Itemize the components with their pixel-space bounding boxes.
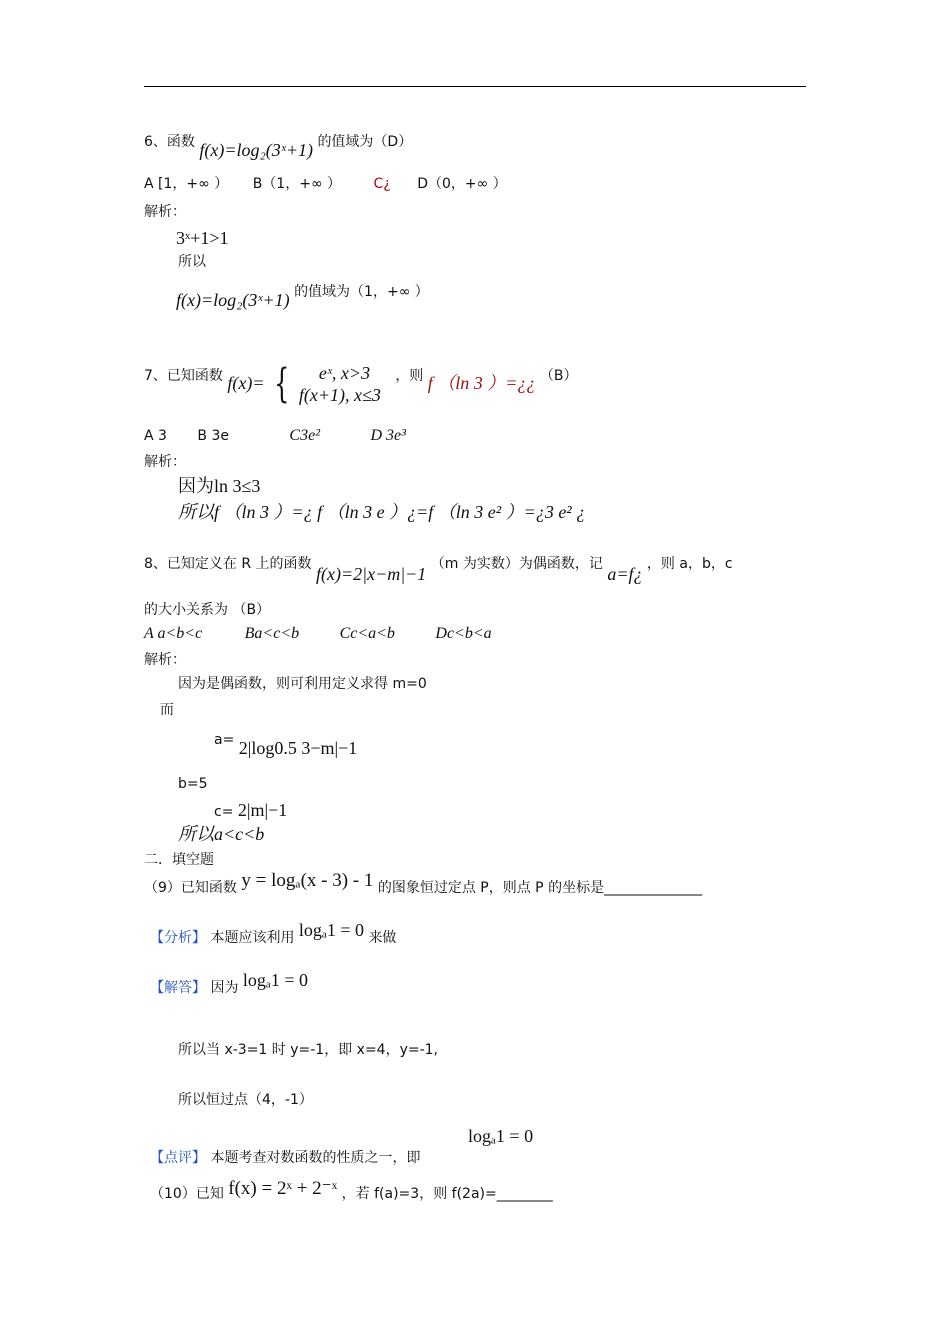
- q10-formula: f(x) = 2ˣ + 2⁻ˣ: [228, 1178, 338, 1199]
- q7-case1: eˣ, x>3: [318, 363, 371, 383]
- q7-prefix: 7、已知函数: [144, 368, 223, 384]
- q8-c-label: c=: [214, 804, 234, 820]
- q7-mid: ，则: [395, 368, 424, 384]
- q9-line1: 所以当 x-3=1 时 y=-1，即 x=4，y=-1,: [178, 1042, 439, 1058]
- q6-option-d: D（0，+∞ ）: [417, 176, 507, 192]
- q8-tail: ，则 a，b，c: [646, 556, 733, 572]
- q7-stem: [144, 362, 577, 406]
- q8-middle: （m 为实数）为偶函数，记: [430, 556, 603, 572]
- q9-fenxi-tag: 【分析】: [150, 930, 206, 946]
- q8-option-d: Dc<b<a: [435, 625, 492, 642]
- q6-step3: [176, 280, 429, 310]
- q7-option-a: A 3: [144, 428, 167, 444]
- q8-step2: 而: [160, 702, 174, 718]
- q9-stem: [144, 870, 703, 899]
- q9-prefix: （9）已知函数: [144, 880, 237, 896]
- q8-line1: 8、已知定义在 R 上的函数: [144, 556, 312, 572]
- q9-jieda-text: 因为: [210, 980, 239, 996]
- q9-jieda: [150, 970, 308, 998]
- q9-dianping-text: 本题考查对数函数的性质之一，即: [210, 1150, 421, 1166]
- q10-stem: [150, 1178, 553, 1205]
- q6-option-b: B（1，+∞ ）: [252, 176, 342, 192]
- q10-prefix: （10）已知: [150, 1186, 224, 1202]
- q7-option-d: D 3e³: [370, 427, 406, 444]
- q9-fenxi-formula: logₐ1 = 0: [298, 920, 364, 940]
- q7-case2: f(x+1), x≤3: [298, 385, 381, 405]
- q6-options: [144, 176, 507, 193]
- q6-prefix: 6、函数: [144, 134, 195, 150]
- section-title: 二．填空题: [144, 852, 214, 868]
- q6-stem: [144, 130, 413, 160]
- q7-brace: {: [274, 361, 290, 407]
- q8-b-line: b=5: [178, 776, 208, 792]
- q9-fenxi-text2: 来做: [368, 930, 397, 946]
- q8-a-expr: a=f¿: [607, 564, 643, 584]
- q8-formula: f(x)=2|x−m|−1: [316, 564, 427, 584]
- q7-step1: 因为ln 3≤3: [178, 476, 261, 496]
- q7-jiexi: 解析：: [144, 454, 186, 470]
- q9-float-formula: logₐ1 = 0: [468, 1126, 534, 1146]
- q6-jiexi: 解析：: [144, 204, 186, 220]
- q6-suffix: 的值域为（D）: [317, 134, 413, 150]
- q9-dianping-tag: 【点评】: [150, 1150, 206, 1166]
- q6-option-a: A [1，+∞ ）: [144, 176, 229, 192]
- q8-c-value: 2|m|−1: [237, 800, 288, 820]
- q9-suffix: 的图象恒过定点 P，则点 P 的坐标是______________: [377, 880, 703, 896]
- q6-step1: 3ˣ+1>1: [176, 228, 229, 248]
- q9-fenxi-text1: 本题应该利用: [210, 930, 295, 946]
- q8-stem: [144, 552, 733, 584]
- q8-option-c: Cc<a<b: [339, 625, 395, 642]
- q8-step1: 因为是偶函数，则可利用定义求得 m=0: [178, 676, 427, 692]
- q8-a-value: 2|log0.5 3−m|−1: [238, 738, 358, 758]
- q9-jieda-tag: 【解答】: [150, 980, 206, 996]
- q6-option-c: C¿: [373, 176, 391, 192]
- q9-jieda-formula: logₐ1 = 0: [242, 970, 308, 990]
- q7-cases: [299, 362, 381, 406]
- q7-expr: f （ln 3 ）=¿¿: [427, 373, 536, 394]
- q7-option-c: C3e²: [289, 427, 320, 444]
- q9-formula: y = logₐ(x - 3) - 1: [241, 870, 374, 891]
- q8-c-line: [214, 800, 287, 822]
- q6-step2: 所以: [178, 254, 206, 270]
- header-rule: [144, 86, 806, 87]
- q9-fenxi: [150, 920, 397, 948]
- q8-a-label: a=: [214, 732, 235, 748]
- q8-jiexi: 解析：: [144, 652, 186, 668]
- q7-option-b: B 3e: [197, 428, 229, 444]
- q8-option-b: Ba<c<b: [244, 625, 300, 642]
- q8-conclusion: 所以a<c<b: [178, 824, 265, 844]
- q6-step3-text: 的值域为（1，+∞ ）: [294, 284, 429, 300]
- q7-answer: （B）: [539, 368, 578, 384]
- q8-options: [144, 624, 492, 643]
- q8-a-line: [214, 728, 358, 758]
- q9-dianping: [150, 1150, 420, 1167]
- q7-func-name: f(x)=: [227, 373, 265, 394]
- q8-option-a: A a<b<c: [144, 625, 203, 642]
- q7-step2: 所以f （ln 3 ）=¿ f （ln 3 e ）¿=f （ln 3 e² ）=¿3 e² ¿: [178, 502, 586, 522]
- q9-line2: 所以恒过点（4，-1）: [178, 1092, 313, 1108]
- q6-formula: f(x)=log₂(3ˣ+1): [199, 140, 313, 160]
- q7-options: [144, 426, 406, 445]
- q6-step3-formula: f(x)=log₂(3ˣ+1): [176, 290, 290, 310]
- q8-line2: 的大小关系为 （B）: [144, 602, 271, 618]
- q10-suffix: ，若 f(a)=3，则 f(2a)=________: [341, 1186, 553, 1202]
